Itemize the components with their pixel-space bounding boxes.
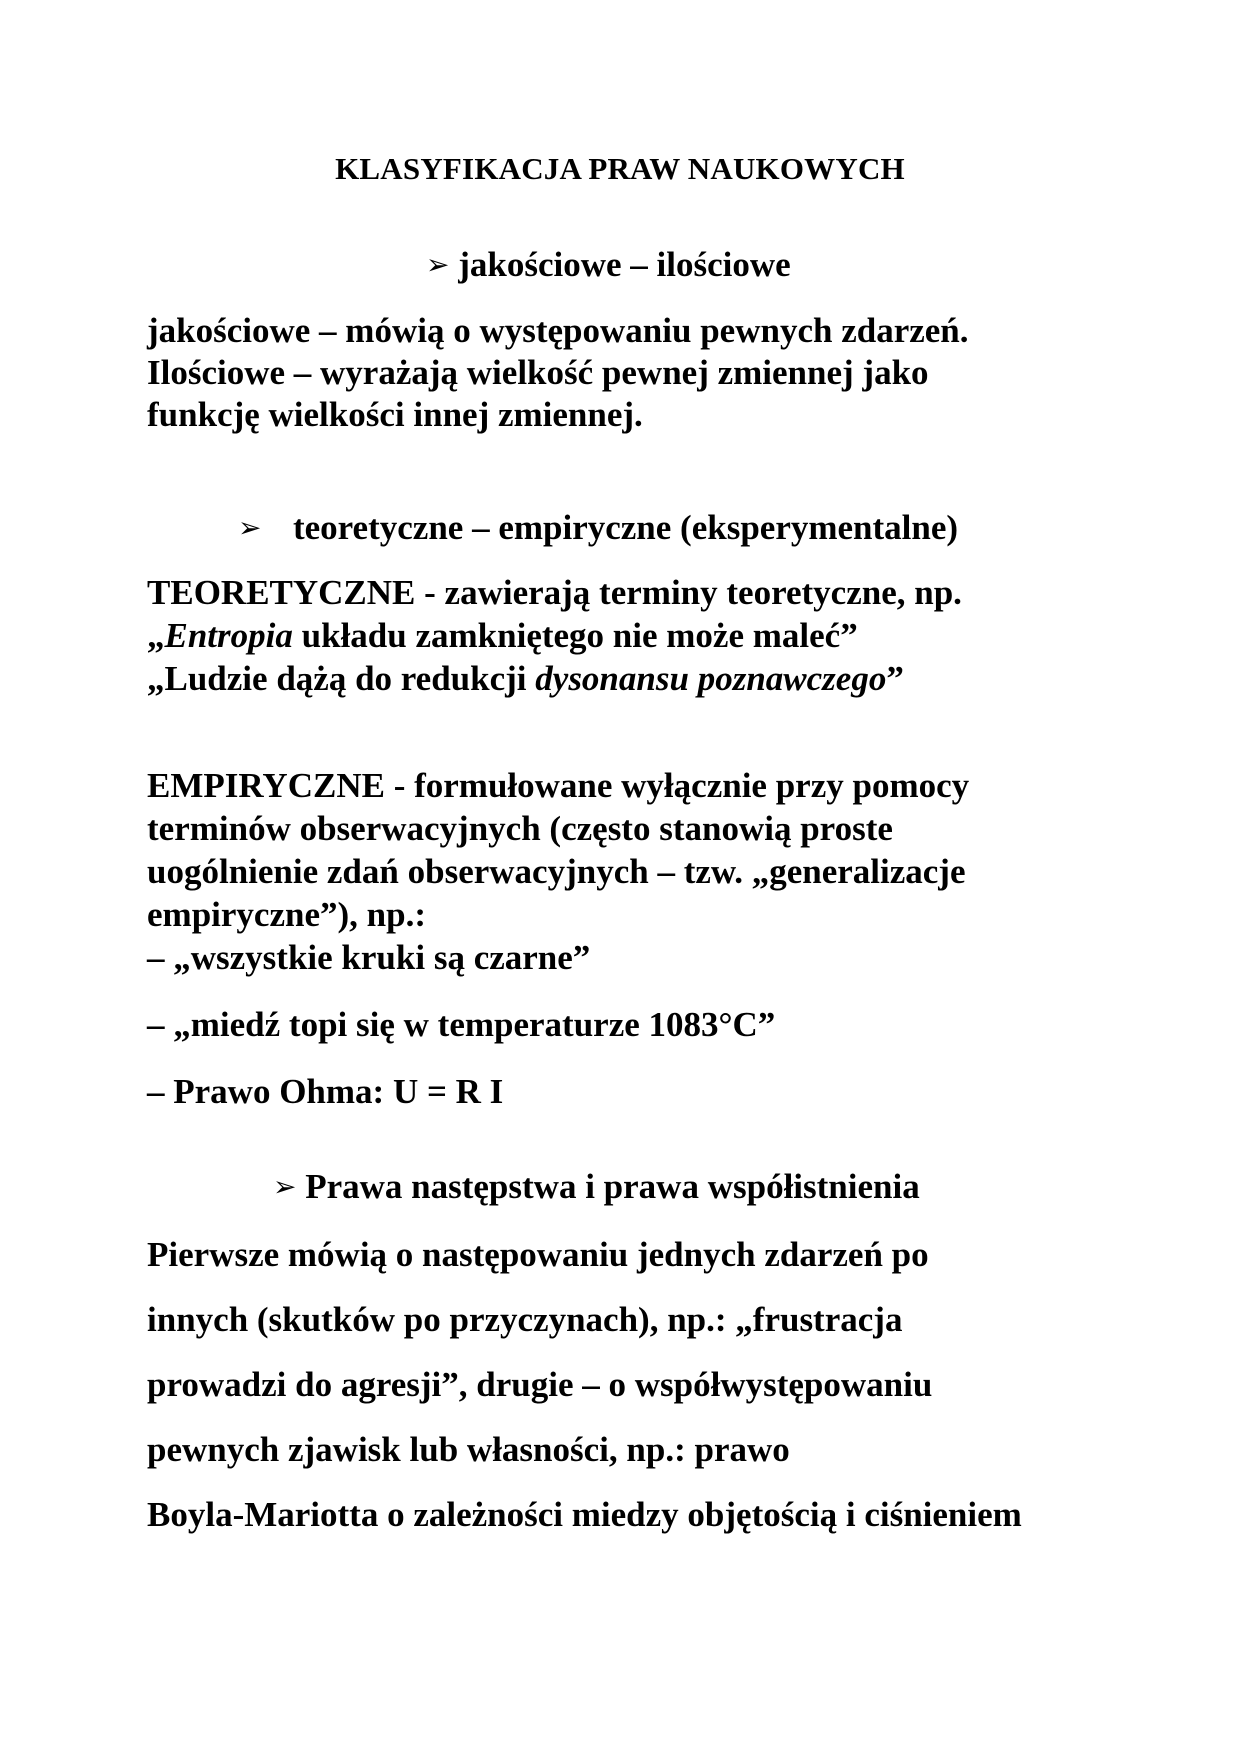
- paragraph-line: innych (skutków po przyczynach), np.: „frustracja: [147, 1300, 903, 1339]
- arrow-bullet-icon: ➢: [238, 511, 262, 544]
- paragraph-line: pewnych zjawisk lub własności, np.: prawo: [147, 1430, 790, 1469]
- empirical-definition-line: uogólnienie zdań obserwacyjnych – tzw. „generalizacje: [147, 852, 966, 891]
- paragraph-line: Ilościowe – wyrażają wielkość pewnej zmiennej jako: [147, 353, 929, 392]
- page-title: KLASYFIKACJA PRAW NAUKOWYCH: [335, 151, 905, 186]
- section-heading-qualitative-quantitative: [426, 247, 791, 282]
- italic-term: dysonansu poznawczego: [535, 659, 887, 698]
- empirical-definition-line: terminów obserwacyjnych (często stanowią proste: [147, 809, 893, 848]
- section-heading-text: teoretyczne – empiryczne (eksperymentalne): [292, 508, 959, 547]
- paragraph-line: jakościowe – mówią o występowaniu pewnych zdarzeń.: [147, 311, 969, 350]
- paragraph-line: prowadzi do agresji”, drugie – o współwystępowaniu: [147, 1365, 933, 1404]
- arrow-bullet-icon: ➢: [273, 1170, 297, 1203]
- empirical-definition-line: empiryczne”), np.:: [147, 895, 426, 934]
- empirical-definition-line: EMPIRYCZNE - formułowane wyłącznie przy pomocy: [147, 766, 970, 805]
- section-heading-text: jakościowe – ilościowe: [458, 245, 791, 284]
- empirical-example-1: – „wszystkie kruki są czarne”: [147, 938, 591, 977]
- section-heading-text: Prawa następstwa i prawa współistnienia: [305, 1167, 920, 1206]
- empirical-example-3: – Prawo Ohma: U = R I: [147, 1072, 504, 1111]
- theoretical-example-2: „Ludzie dążą do redukcji dysonansu poznawczego”: [147, 659, 904, 698]
- paragraph-line: funkcję wielkości innej zmiennej.: [147, 395, 643, 434]
- empirical-example-2: – „miedź topi się w temperaturze 1083°C”: [147, 1005, 776, 1044]
- arrow-bullet-icon: ➢: [426, 248, 450, 281]
- italic-term: Entropia: [164, 616, 293, 655]
- theoretical-example-1: „Entropia układu zamkniętego nie może maleć”: [147, 616, 858, 655]
- section-heading-theoretical-empirical: [238, 510, 958, 545]
- theoretical-definition: TEORETYCZNE - zawierają terminy teoretyczne, np.: [147, 573, 962, 612]
- paragraph-line: Pierwsze mówią o następowaniu jednych zdarzeń po: [147, 1235, 929, 1274]
- section-heading-succession-coexistence: [273, 1169, 920, 1204]
- paragraph-line: Boyla-Mariotta o zależności miedzy objętością i ciśnieniem: [147, 1495, 1022, 1534]
